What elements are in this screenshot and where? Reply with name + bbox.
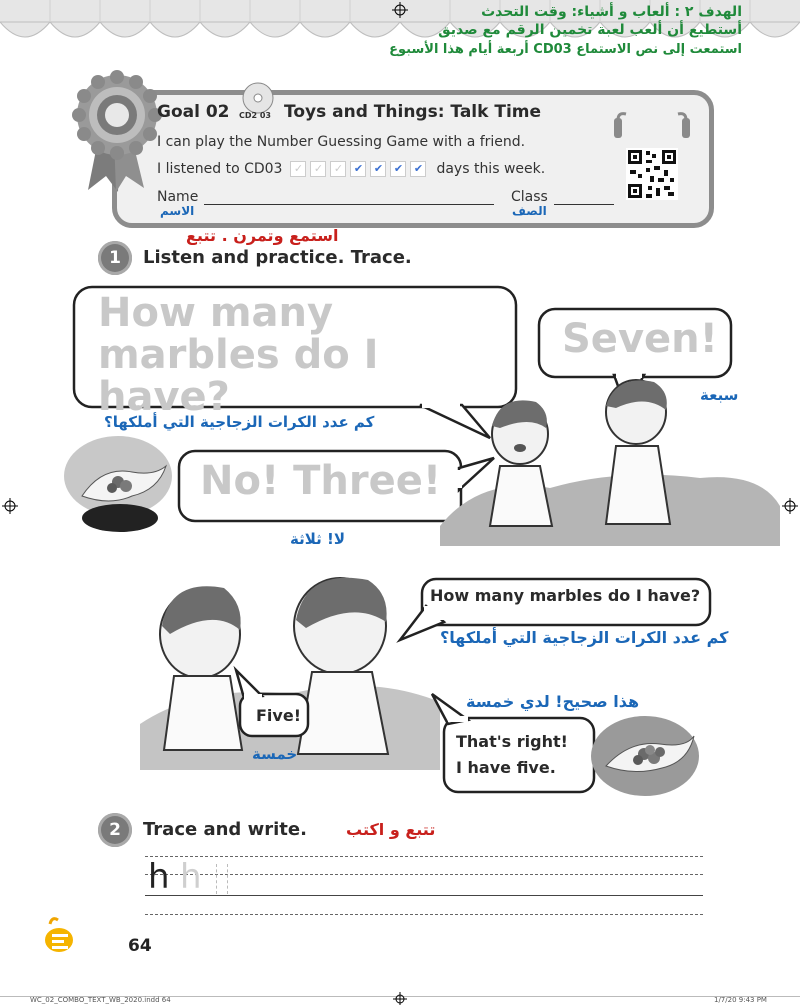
registration-mark-icon	[782, 498, 798, 514]
name-line[interactable]	[204, 204, 494, 205]
five-text: Five!	[256, 706, 301, 725]
registration-mark-icon	[392, 2, 408, 18]
section2-heading: Trace and write.	[143, 819, 307, 840]
goal-rosette-icon	[72, 70, 162, 195]
name-label: Name	[157, 189, 199, 205]
registration-mark-icon	[2, 498, 18, 514]
model-letter: h	[148, 857, 170, 897]
goal-title: Toys and Things: Talk Time	[284, 102, 542, 122]
class-label-ar: الصف	[512, 204, 547, 218]
day-check-3[interactable]: ✓	[330, 161, 346, 177]
writing-bottom-line	[145, 914, 703, 915]
day-check-1[interactable]: ✓	[290, 161, 306, 177]
registration-mark-icon	[393, 992, 407, 1005]
goal-line2	[157, 161, 545, 177]
thats-right-ar: هذا صحيح! لدي خمسة	[466, 692, 640, 711]
section2-number: 2	[98, 813, 132, 847]
writing-mid-line	[145, 874, 703, 875]
day-check-4[interactable]: ✔	[350, 161, 366, 177]
header-ar-line3: استمعت إلى نص الاستماع CD03 أربعة أيام هذا الأسبوع	[389, 42, 742, 57]
day-check-2[interactable]: ✓	[310, 161, 326, 177]
thats-right-line1: That's right!	[456, 732, 568, 751]
goal-line1: I can play the Number Guessing Game with a friend.	[157, 134, 526, 150]
section1-heading: Listen and practice. Trace.	[143, 247, 412, 268]
day-check-7[interactable]: ✔	[410, 161, 426, 177]
trace-letter: h	[180, 857, 202, 897]
footer-left: WC_02_COMBO_TEXT_WB_2020.indd 64	[30, 996, 171, 1004]
qr-code-icon[interactable]	[626, 148, 678, 200]
question-ar: كم عدد الكرات الزجاجية التي أملكها؟	[104, 413, 375, 431]
hand-marbles-illustration-2	[590, 714, 700, 800]
class-label: Class	[511, 189, 548, 205]
thats-right-line2: I have five.	[456, 758, 556, 777]
trace-seven: Seven!	[562, 316, 718, 362]
seven-ar: سبعة	[700, 386, 739, 404]
no-three-ar: لا! ثلاثة	[290, 530, 345, 548]
footer-right: 1/7/20 9:43 PM	[714, 996, 767, 1004]
question-2-ar: كم عدد الكرات الزجاجية التي أملكها؟	[440, 628, 729, 647]
section1-number: 1	[98, 241, 132, 275]
class-line[interactable]	[554, 204, 614, 205]
goal-label: Goal 02	[157, 102, 230, 122]
trace-letter-ghost	[216, 864, 228, 894]
boys-illustration-1	[440, 376, 780, 546]
speech-bubble-five	[232, 664, 312, 740]
goal-line2-pre: I listened to CD03	[157, 161, 283, 177]
writing-top-line	[145, 856, 703, 857]
header-ar-line1: الهدف ٢ : ألعاب و أشياء: وقت التحدث	[481, 4, 742, 20]
day-check-6[interactable]: ✔	[390, 161, 406, 177]
hand-marbles-illustration	[62, 436, 174, 546]
page-number: 64	[128, 936, 152, 956]
name-label-ar: الاسم	[160, 204, 195, 218]
publisher-logo-icon	[42, 914, 76, 954]
header-ar-line2: أستطيع أن ألعب لعبة تخمين الرقم مع صديق	[438, 22, 742, 38]
trace-question: How many marbles do I have?	[98, 290, 379, 420]
cd-track-label: CD2 03	[239, 111, 271, 120]
days-checkboxes	[290, 161, 430, 177]
section2-heading-ar: تتبع و اكتب	[346, 820, 436, 839]
headphones-icon	[608, 112, 694, 142]
five-ar: خمسة	[252, 745, 298, 763]
writing-base-line[interactable]	[145, 895, 703, 896]
question-2-text: How many marbles do I have?	[430, 586, 701, 605]
day-check-5[interactable]: ✔	[370, 161, 386, 177]
goal-line2-post: days this week.	[436, 161, 546, 177]
section1-heading-ar: استمع وتمرن . تتبع	[186, 226, 339, 245]
trace-no-three: No! Three!	[200, 458, 442, 504]
